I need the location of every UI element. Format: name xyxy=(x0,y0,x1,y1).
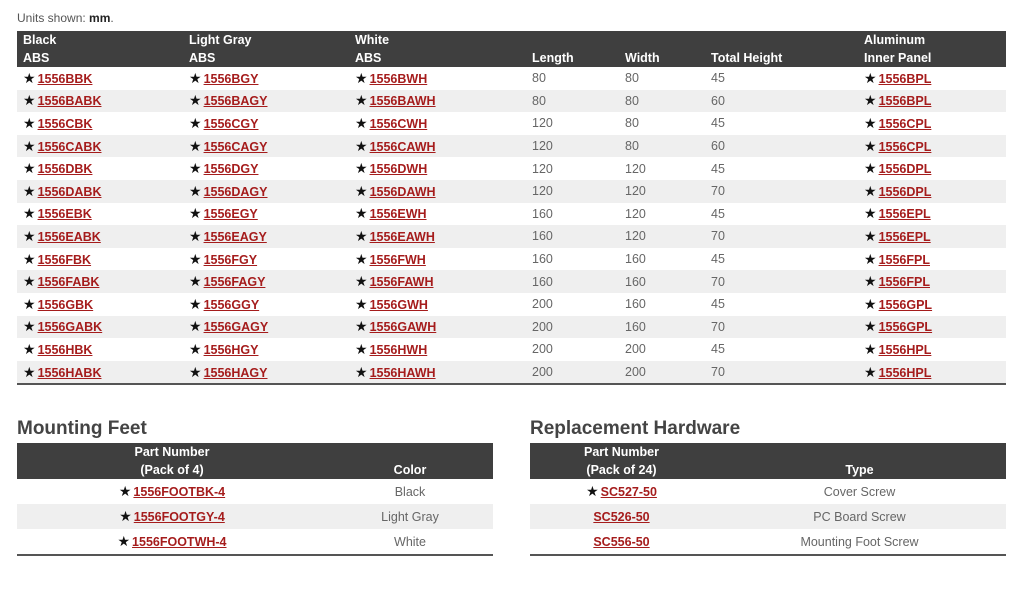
star-icon: ★ xyxy=(864,182,877,199)
part-cell xyxy=(858,293,1006,316)
part-number-link[interactable]: SC527-50 xyxy=(600,485,657,499)
part-number-link[interactable]: 1556GABK xyxy=(37,320,103,335)
header-row-2 xyxy=(17,49,1006,67)
header-aluminum: Aluminum xyxy=(858,31,1006,49)
header-abs-white: ABS xyxy=(349,49,526,67)
part-number-link[interactable]: 1556HABK xyxy=(37,365,102,380)
part-number-link[interactable]: 1556EABK xyxy=(37,229,101,244)
table-row xyxy=(17,293,1006,316)
value-cell: Mounting Foot Screw xyxy=(800,534,919,549)
part-cell xyxy=(349,135,526,158)
star-icon: ★ xyxy=(864,92,877,109)
star-icon: ★ xyxy=(23,69,36,86)
part-number-link[interactable]: 1556FOOTBK-4 xyxy=(133,485,226,499)
enclosure-table-header xyxy=(17,31,1006,67)
rh-header-part-2: (Pack of 24) xyxy=(530,461,713,479)
star-icon: ★ xyxy=(23,318,36,335)
part-cell xyxy=(183,361,349,385)
star-icon: ★ xyxy=(355,182,368,199)
part-cell xyxy=(183,203,349,226)
part-number-link[interactable]: 1556CABK xyxy=(37,139,102,154)
star-icon: ★ xyxy=(864,227,877,244)
part-number-link[interactable]: 1556GPL xyxy=(878,320,933,335)
part-number-link[interactable]: 1556CBK xyxy=(37,116,93,131)
width-cell: 200 xyxy=(625,342,646,357)
enclosure-table xyxy=(17,31,1006,385)
part-cell xyxy=(349,112,526,135)
part-number-link[interactable]: 1556BBK xyxy=(37,71,93,86)
star-icon: ★ xyxy=(119,508,132,524)
star-icon: ★ xyxy=(864,363,877,380)
table-row xyxy=(17,479,493,504)
part-number-link[interactable]: 1556BAGY xyxy=(203,94,268,109)
part-cell xyxy=(858,67,1006,90)
part-cell xyxy=(17,504,327,529)
part-number-link[interactable]: 1556HGY xyxy=(203,342,259,357)
star-icon: ★ xyxy=(864,205,877,222)
star-icon: ★ xyxy=(117,533,131,549)
part-number-link[interactable]: 1556EBK xyxy=(37,207,92,222)
star-icon: ★ xyxy=(355,295,368,312)
part-cell xyxy=(17,529,327,555)
part-number-link[interactable]: 1556DABK xyxy=(37,184,102,199)
header-width: Width xyxy=(619,49,705,67)
part-number-link[interactable]: 1556HBK xyxy=(37,342,93,357)
part-number-link[interactable]: 1556DWH xyxy=(369,162,428,177)
length-cell: 80 xyxy=(532,71,546,86)
part-cell xyxy=(349,361,526,385)
value-cell: PC Board Screw xyxy=(713,504,1006,529)
width-cell: 80 xyxy=(625,71,639,86)
star-icon: ★ xyxy=(355,318,368,335)
star-icon: ★ xyxy=(355,205,368,222)
part-cell xyxy=(183,157,349,180)
part-cell xyxy=(858,180,1006,203)
length-cell: 200 xyxy=(532,342,553,357)
part-cell xyxy=(17,338,183,361)
part-cell xyxy=(183,225,349,248)
part-number-link[interactable]: 1556CAGY xyxy=(203,139,268,154)
mounting-feet-title: Mounting Feet xyxy=(17,418,147,439)
part-number-link[interactable]: 1556EWH xyxy=(369,207,427,222)
part-number-link[interactable]: 1556CWH xyxy=(369,116,428,131)
part-cell xyxy=(349,338,526,361)
part-cell xyxy=(17,225,183,248)
width-cell: 120 xyxy=(625,206,646,221)
height-cell: 45 xyxy=(711,206,725,221)
rh-header-part-1: Part Number xyxy=(530,443,713,461)
part-number-link[interactable]: 1556FWH xyxy=(369,252,426,267)
table-row xyxy=(17,529,493,555)
table-row xyxy=(17,225,1006,248)
star-icon: ★ xyxy=(23,250,36,267)
width-cell: 120 xyxy=(625,161,646,176)
height-cell: 70 xyxy=(705,316,858,339)
part-number-link[interactable]: 1556DPL xyxy=(878,184,932,199)
star-icon: ★ xyxy=(189,137,202,154)
height-cell: 45 xyxy=(711,342,725,357)
header-white: White xyxy=(349,31,526,49)
part-cell xyxy=(858,248,1006,271)
star-icon: ★ xyxy=(189,160,202,177)
part-number-link[interactable]: 1556EAWH xyxy=(369,229,435,244)
units-suffix: . xyxy=(110,11,114,25)
units-prefix: Units shown: xyxy=(17,11,90,25)
length-cell: 200 xyxy=(526,361,619,385)
table-row xyxy=(17,270,1006,293)
star-icon: ★ xyxy=(23,92,36,109)
part-cell xyxy=(17,90,183,113)
height-cell: 45 xyxy=(711,297,725,312)
part-cell xyxy=(858,338,1006,361)
table-row xyxy=(17,180,1006,203)
part-number-link[interactable]: 1556HWH xyxy=(369,342,428,357)
part-cell xyxy=(17,270,183,293)
rh-header-type: Type xyxy=(713,461,1006,479)
replacement-hardware-table xyxy=(530,443,1006,556)
table-row xyxy=(17,338,1006,361)
star-icon: ★ xyxy=(864,318,877,335)
part-cell xyxy=(530,529,713,555)
part-number-link[interactable]: 1556DAGY xyxy=(203,184,268,199)
part-cell xyxy=(17,479,327,504)
part-cell xyxy=(183,90,349,113)
part-number-link[interactable]: 1556FPL xyxy=(878,252,930,267)
part-cell xyxy=(858,90,1006,113)
value-cell: Black xyxy=(394,484,426,499)
part-cell xyxy=(17,316,183,339)
part-cell xyxy=(17,248,183,271)
part-cell xyxy=(349,67,526,90)
part-number-link[interactable]: 1556HPL xyxy=(878,365,932,380)
header-length: Length xyxy=(526,49,619,67)
part-number-link[interactable]: 1556BWH xyxy=(369,71,428,86)
part-number-link[interactable]: 1556FAGY xyxy=(203,275,266,290)
star-icon: ★ xyxy=(355,114,368,131)
part-number-link[interactable]: 1556GAWH xyxy=(369,320,437,335)
part-cell xyxy=(17,135,183,158)
star-icon: ★ xyxy=(864,340,877,357)
length-cell: 120 xyxy=(526,180,619,203)
part-number-link[interactable]: 1556FAWH xyxy=(369,275,434,290)
length-cell: 120 xyxy=(532,116,553,131)
star-icon: ★ xyxy=(864,295,877,312)
star-icon: ★ xyxy=(355,340,368,357)
header-abs-gray: ABS xyxy=(183,49,349,67)
header-row-1 xyxy=(17,31,1006,49)
mf-header-color: Color xyxy=(327,461,493,479)
part-number-link[interactable]: 1556BGY xyxy=(203,71,259,86)
part-cell xyxy=(17,361,183,385)
part-number-link[interactable]: 1556EAGY xyxy=(203,229,267,244)
part-number-link[interactable]: 1556EPL xyxy=(878,229,931,244)
width-cell: 200 xyxy=(619,361,705,385)
part-cell xyxy=(858,203,1006,226)
star-icon: ★ xyxy=(23,295,36,312)
star-icon: ★ xyxy=(189,227,202,244)
part-cell xyxy=(349,90,526,113)
header-total-height: Total Height xyxy=(705,49,858,67)
part-number-link[interactable]: 1556GPL xyxy=(878,297,933,312)
part-number-link[interactable]: 1556GGY xyxy=(203,297,260,312)
length-cell: 160 xyxy=(526,270,619,293)
height-cell: 70 xyxy=(705,225,858,248)
value-cell: Light Gray xyxy=(327,504,493,529)
part-cell xyxy=(530,504,713,529)
height-cell: 60 xyxy=(705,135,858,158)
table-row xyxy=(530,529,1006,555)
part-cell xyxy=(858,316,1006,339)
part-cell xyxy=(349,270,526,293)
width-cell: 120 xyxy=(619,225,705,248)
part-number-link[interactable]: 1556FPL xyxy=(878,275,930,290)
star-icon: ★ xyxy=(23,137,36,154)
table-row xyxy=(17,504,493,529)
part-number-link[interactable]: 1556CAWH xyxy=(369,139,436,154)
star-icon: ★ xyxy=(23,205,36,222)
part-cell xyxy=(17,203,183,226)
value-cell: White xyxy=(394,534,426,549)
part-number-link[interactable]: 1556CPL xyxy=(878,139,932,154)
star-icon: ★ xyxy=(189,92,202,109)
star-icon: ★ xyxy=(864,114,877,131)
part-number-link[interactable]: 1556FGY xyxy=(203,252,258,267)
star-icon: ★ xyxy=(189,182,202,199)
header-light-gray: Light Gray xyxy=(183,31,349,49)
units-note xyxy=(17,11,114,25)
width-cell: 80 xyxy=(625,116,639,131)
star-icon: ★ xyxy=(864,250,877,267)
mf-header-blank xyxy=(327,443,493,461)
part-number-link[interactable]: 1556GWH xyxy=(369,297,428,312)
table-row xyxy=(17,90,1006,113)
length-cell: 160 xyxy=(532,206,553,221)
length-cell: 120 xyxy=(526,135,619,158)
height-cell: 60 xyxy=(705,90,858,113)
table-row xyxy=(17,135,1006,158)
value-cell: Cover Screw xyxy=(823,484,896,499)
header-abs-black: ABS xyxy=(17,49,183,67)
part-number-link[interactable]: 1556DGY xyxy=(203,162,259,177)
part-cell xyxy=(349,248,526,271)
star-icon: ★ xyxy=(864,160,877,177)
part-number-link[interactable]: 1556EGY xyxy=(203,207,258,222)
table-row xyxy=(17,67,1006,90)
table-row xyxy=(17,157,1006,180)
height-cell: 70 xyxy=(705,270,858,293)
star-icon: ★ xyxy=(23,273,36,290)
part-cell xyxy=(183,180,349,203)
part-cell xyxy=(349,293,526,316)
mf-header-part-2: (Pack of 4) xyxy=(17,461,327,479)
part-number-link[interactable]: 1556EPL xyxy=(878,207,931,222)
table-row xyxy=(17,361,1006,385)
part-cell xyxy=(349,157,526,180)
length-cell: 80 xyxy=(526,90,619,113)
star-icon: ★ xyxy=(355,160,368,177)
length-cell: 200 xyxy=(532,297,553,312)
mf-header-part-1: Part Number xyxy=(17,443,327,461)
star-icon: ★ xyxy=(864,273,877,290)
part-number-link[interactable]: 1556HAWH xyxy=(369,365,436,380)
height-cell: 70 xyxy=(705,361,858,385)
part-cell xyxy=(17,293,183,316)
part-number-link[interactable]: 1556GAGY xyxy=(203,320,269,335)
height-cell: 45 xyxy=(711,116,725,131)
star-icon: ★ xyxy=(23,363,36,380)
replacement-hardware-body xyxy=(530,479,1006,555)
units-value: mm xyxy=(89,11,111,25)
height-cell: 45 xyxy=(711,252,725,267)
header-inner-panel: Inner Panel xyxy=(858,49,1006,67)
height-cell: 45 xyxy=(711,161,725,176)
table-row xyxy=(17,248,1006,271)
star-icon: ★ xyxy=(189,114,202,131)
star-icon: ★ xyxy=(118,483,132,499)
part-cell xyxy=(349,225,526,248)
part-cell xyxy=(858,225,1006,248)
star-icon: ★ xyxy=(189,295,202,312)
part-cell xyxy=(17,157,183,180)
part-cell xyxy=(349,316,526,339)
star-icon: ★ xyxy=(23,160,36,177)
part-number-link[interactable]: 1556FOOTGY-4 xyxy=(133,510,225,524)
part-cell xyxy=(183,338,349,361)
part-cell xyxy=(183,135,349,158)
star-icon: ★ xyxy=(586,483,599,499)
part-number-link[interactable]: 1556FABK xyxy=(37,275,100,290)
star-icon: ★ xyxy=(355,137,368,154)
table-row xyxy=(17,203,1006,226)
part-cell xyxy=(183,270,349,293)
part-cell xyxy=(530,479,713,504)
star-icon: ★ xyxy=(864,69,877,86)
width-cell: 160 xyxy=(619,316,705,339)
part-number-link[interactable]: 1556BPL xyxy=(878,94,932,109)
part-number-link[interactable]: 1556BABK xyxy=(37,94,102,109)
replacement-hardware-title: Replacement Hardware xyxy=(530,418,741,439)
header-blank-1 xyxy=(526,31,619,49)
part-number-link[interactable]: 1556FOOTWH-4 xyxy=(132,535,227,549)
part-number-link[interactable]: 1556HPL xyxy=(878,342,932,357)
star-icon: ★ xyxy=(189,273,202,290)
part-cell xyxy=(858,135,1006,158)
width-cell: 160 xyxy=(625,297,646,312)
width-cell: 120 xyxy=(619,180,705,203)
star-icon: ★ xyxy=(189,340,202,357)
length-cell: 120 xyxy=(532,161,553,176)
header-black: Black xyxy=(17,31,183,49)
mounting-feet-table xyxy=(17,443,493,556)
star-icon: ★ xyxy=(355,363,368,380)
part-number-link[interactable]: SC556-50 xyxy=(593,534,650,549)
part-cell xyxy=(858,112,1006,135)
part-cell xyxy=(183,316,349,339)
width-cell: 160 xyxy=(619,270,705,293)
height-cell: 45 xyxy=(711,71,725,86)
part-number-link[interactable]: 1556BPL xyxy=(878,71,932,86)
part-number-link[interactable]: 1556BAWH xyxy=(369,94,436,109)
length-cell: 160 xyxy=(526,225,619,248)
part-number-link[interactable]: 1556DPL xyxy=(878,162,932,177)
width-cell: 80 xyxy=(619,90,705,113)
star-icon: ★ xyxy=(355,227,368,244)
part-cell xyxy=(183,248,349,271)
star-icon: ★ xyxy=(189,69,202,86)
part-cell xyxy=(183,112,349,135)
star-icon: ★ xyxy=(23,114,36,131)
length-cell: 160 xyxy=(532,252,553,267)
header-blank-2 xyxy=(619,31,705,49)
width-cell: 80 xyxy=(619,135,705,158)
part-number-link[interactable]: 1556CGY xyxy=(203,116,259,131)
star-icon: ★ xyxy=(355,92,368,109)
part-number-link[interactable]: 1556GBK xyxy=(37,297,94,312)
part-cell xyxy=(17,67,183,90)
star-icon: ★ xyxy=(189,318,202,335)
part-number-link[interactable]: 1556FBK xyxy=(37,252,92,267)
length-cell: 200 xyxy=(526,316,619,339)
star-icon: ★ xyxy=(355,69,368,86)
star-icon: ★ xyxy=(23,182,36,199)
star-icon: ★ xyxy=(864,137,877,154)
height-cell: 70 xyxy=(705,180,858,203)
width-cell: 160 xyxy=(625,252,646,267)
table-row xyxy=(530,504,1006,529)
star-icon: ★ xyxy=(23,340,36,357)
part-cell xyxy=(858,157,1006,180)
part-cell xyxy=(349,180,526,203)
header-blank-3 xyxy=(705,31,858,49)
part-number-link[interactable]: 1556DAWH xyxy=(369,184,436,199)
part-cell xyxy=(17,180,183,203)
part-cell xyxy=(183,67,349,90)
table-row xyxy=(17,316,1006,339)
table-row xyxy=(17,112,1006,135)
part-cell xyxy=(17,112,183,135)
rh-header-blank xyxy=(713,443,1006,461)
part-number-link[interactable]: 1556HAGY xyxy=(203,365,268,380)
part-number-link[interactable]: 1556DBK xyxy=(37,162,93,177)
star-icon: ★ xyxy=(23,227,36,244)
star-icon: ★ xyxy=(189,205,202,222)
part-cell xyxy=(858,361,1006,385)
part-cell xyxy=(183,293,349,316)
star-icon: ★ xyxy=(355,273,368,290)
enclosure-table-body xyxy=(17,67,1006,384)
table-row xyxy=(530,479,1006,504)
part-number-link[interactable]: SC526-50 xyxy=(593,509,650,524)
star-icon: ★ xyxy=(189,363,202,380)
star-icon: ★ xyxy=(189,250,202,267)
part-number-link[interactable]: 1556CPL xyxy=(878,116,932,131)
star-icon: ★ xyxy=(355,250,368,267)
part-cell xyxy=(349,203,526,226)
mounting-feet-body xyxy=(17,479,493,555)
part-cell xyxy=(858,270,1006,293)
